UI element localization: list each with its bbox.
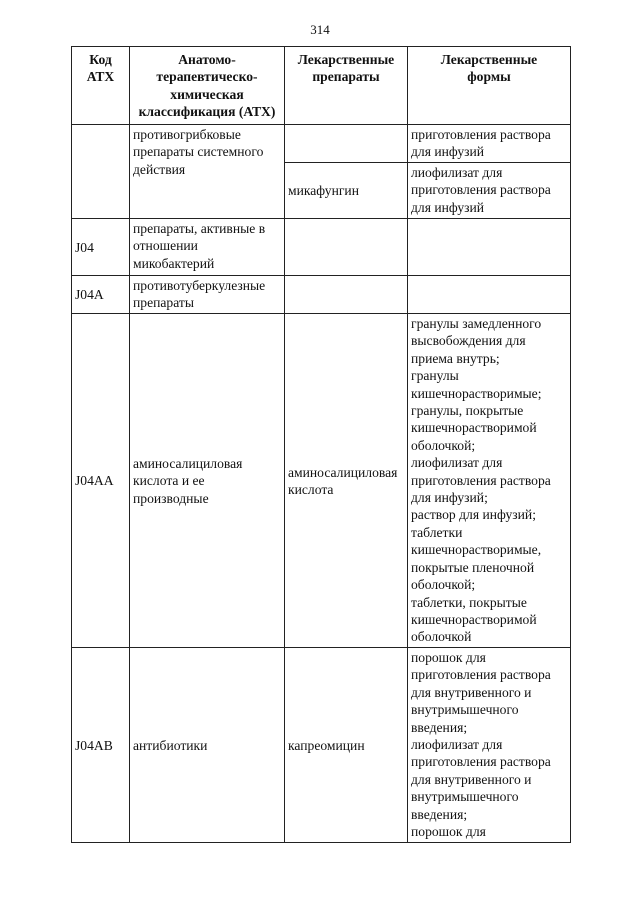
cell-code: J04AA: [72, 314, 130, 648]
text-line: лиофилизат для: [411, 455, 503, 471]
header-line: химическая: [170, 86, 244, 102]
text-line: кишечнорастворимые;: [411, 385, 542, 401]
text-line: для инфузий;: [411, 490, 488, 506]
cell-drug: капреомицин: [285, 648, 408, 843]
header-line: формы: [467, 69, 511, 85]
cell-drug: микафунгин: [285, 163, 408, 219]
header-drugs: [285, 47, 408, 125]
text-line: порошок для: [411, 650, 486, 665]
text-line: лиофилизат для: [411, 737, 503, 753]
header-line: Анатомо-: [178, 52, 236, 67]
header-line: классификация (АТХ): [138, 104, 276, 120]
table-row: [72, 125, 571, 163]
text-line: кислота и ее: [133, 473, 205, 489]
cell-form: [408, 648, 571, 843]
text-line: приготовления раствора: [411, 182, 551, 198]
cell-classification: [130, 219, 285, 276]
header-line: Лекарственные: [297, 52, 395, 67]
page-number: 314: [310, 22, 330, 37]
text-line: раствор для инфузий;: [411, 507, 536, 523]
text-line: приготовления раствора: [411, 667, 551, 683]
text-line: таблетки: [411, 524, 463, 540]
text-line: гранулы замедленного: [411, 316, 542, 331]
text-line: порошок для: [411, 824, 486, 840]
text-line: оболочкой;: [411, 437, 476, 453]
table-row: [72, 276, 571, 314]
text-line: лиофилизат для: [411, 165, 503, 180]
text-line: кишечнорастворимой: [411, 420, 537, 436]
text-line: кислота: [288, 482, 334, 497]
cell-drug: [285, 276, 408, 314]
text-line: микобактерий: [133, 255, 215, 271]
text-line: оболочкой: [411, 629, 472, 645]
header-line: АТХ: [86, 69, 115, 85]
text-line: гранулы: [411, 368, 459, 384]
text-line: действия: [133, 161, 186, 177]
cell-form: [408, 125, 571, 163]
text-line: для внутривенного и: [411, 771, 532, 787]
table-row: [72, 219, 571, 276]
text-line: приготовления раствора: [411, 472, 551, 488]
cell-form: [408, 314, 571, 648]
atx-table: [71, 46, 571, 843]
header-code: [72, 47, 130, 125]
text-line: введения;: [411, 806, 468, 822]
cell-form: [408, 219, 571, 276]
text-line: приготовления раствора: [411, 754, 551, 770]
header-line: Код: [89, 52, 112, 67]
text-line: таблетки, покрытые: [411, 594, 527, 610]
table-row: [72, 314, 571, 648]
text-line: введения;: [411, 719, 468, 735]
text-line: противотуберкулезные: [133, 278, 266, 293]
text-line: аминосалициловая: [288, 464, 398, 480]
cell-code: J04AB: [72, 648, 130, 843]
text-line: приема внутрь;: [411, 350, 500, 366]
header-classification: [130, 47, 285, 125]
text-line: препараты системного: [133, 144, 264, 160]
text-line: противогрибковые: [133, 127, 241, 142]
text-line: внутримышечного: [411, 789, 519, 805]
header-line: препараты: [312, 69, 380, 85]
table-row: [72, 648, 571, 843]
header-line: Лекарственные: [440, 52, 538, 67]
text-line: для внутривенного и: [411, 684, 532, 700]
header-forms: [408, 47, 571, 125]
table-header-row: [72, 47, 571, 125]
cell-drug: [285, 219, 408, 276]
text-line: производные: [133, 490, 209, 506]
cell-code: J04A: [72, 276, 130, 314]
text-line: покрытые пленочной: [411, 559, 535, 575]
header-line: терапевтическо-: [156, 69, 258, 85]
text-line: приготовления раствора: [411, 127, 551, 142]
cell-form: [408, 276, 571, 314]
text-line: препараты: [133, 295, 194, 311]
text-line: кишечнорастворимой: [411, 611, 537, 627]
text-line: для инфузий: [411, 144, 485, 160]
cell-classification: [130, 125, 285, 219]
text-line: кишечнорастворимые,: [411, 542, 542, 558]
cell-drug: [285, 125, 408, 163]
cell-form: [408, 163, 571, 219]
cell-classification: антибиотики: [130, 648, 285, 843]
text-line: препараты, активные в: [133, 221, 266, 236]
text-line: для инфузий: [411, 199, 485, 215]
text-line: аминосалициловая: [133, 455, 243, 471]
cell-code: [72, 125, 130, 219]
text-line: высвобождения для: [411, 333, 526, 349]
cell-drug: [285, 314, 408, 648]
text-line: гранулы, покрытые: [411, 403, 524, 419]
cell-classification: [130, 276, 285, 314]
cell-classification: [130, 314, 285, 648]
cell-code: J04: [72, 219, 130, 276]
text-line: оболочкой;: [411, 577, 476, 593]
text-line: отношении: [133, 238, 198, 254]
text-line: внутримышечного: [411, 702, 519, 718]
